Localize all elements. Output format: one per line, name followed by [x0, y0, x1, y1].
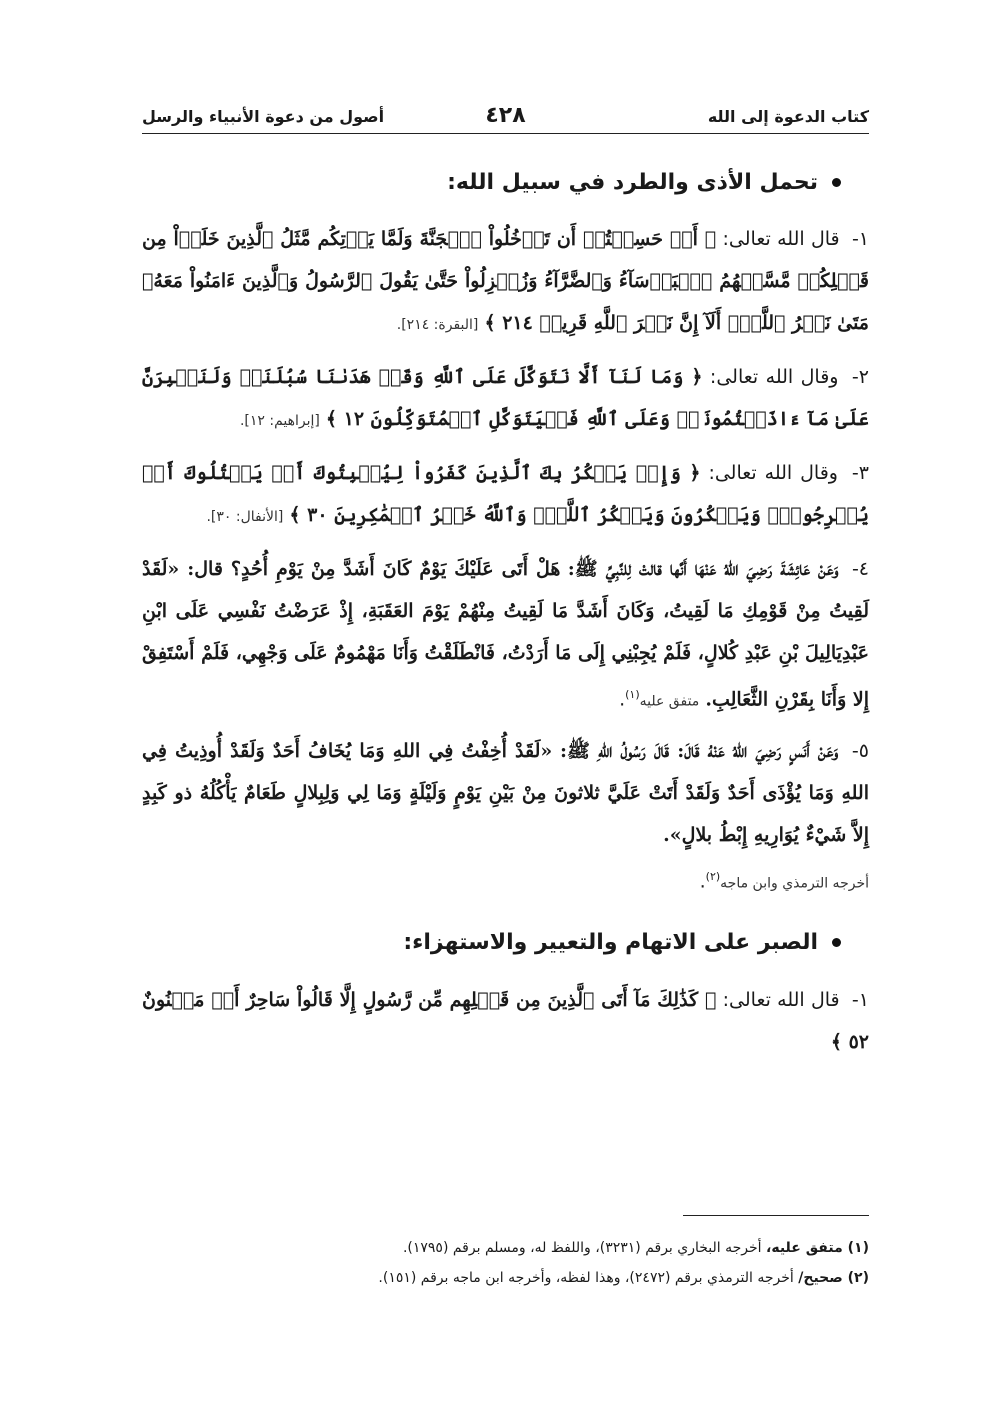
page-number: ٤٢٨ [485, 103, 526, 128]
page-header [142, 96, 869, 130]
verse-reference: [الأنفال: ٣٠]. [206, 509, 284, 525]
footnotes [142, 1233, 869, 1293]
footnote-marker[interactable]: (٢) [705, 870, 721, 884]
bullet-icon [832, 938, 841, 947]
quran-verse: ﴿ وَمَا لَنَآ أَلَّا نَتَوَكَّلَ عَلَى ٱللَّهِ وَقَدۡ هَدَىٰنَا سُبُلَنَاۚ وَلَنَصۡبِرَنَّ عَلَىٰ مَآ ءَاذَيۡتُمُونَاۚ وَعَلَى ٱللَّهِ فَلۡيَتَوَكَّلِ ٱلۡمُتَوَكِّلُونَ ١٢ ﴾ [142, 366, 869, 430]
section-heading-1: تحمل الأذى والطرد في سبيل الله: [142, 160, 841, 204]
chapter-title: أصول من دعوة الأنبياء والرسل [142, 107, 385, 126]
footnote-divider [683, 1215, 869, 1216]
list-item: ٤- وَعَنْ عَائِشَةَ رَضِيَ اللهُ عَنْهَا أَنَّها قالتْ لِلنَّبِيِّ ﷺ: هَلْ أَتَى عَلَيْكَ يَوْمٌ كَانَ أَشَدَّ مِنْ يَوْمِ أُحُدٍ؟ قال: «لَقَدْ لَقِيتُ مِنْ قَوْمِكِ مَا لَقِيتُ، وَكَانَ أَشَدَّ مَا لَقِيتُ مِنْهُمْ يَوْمَ العَقَبَةِ، إِذْ عَرَضْتُ نَفْسِي عَلَى ابْنِ عَبْدِيَالِيلَ بْنِ عَبْدِ كُلالٍ، فَلَمْ يُجِبْنِي إِلَى مَا أَرَدْتُ، فَانْطَلَقْتُ وَأَنَا مَهْمُومٌ عَلَى وَجْهِي، فَلَمْ أَسْتَفِقْ إِلا وَأَنَا بِقَرْنِ الثَّعَالِبِ. متفق عليه$^{(١)}$. [142, 558, 870, 711]
list-item: ٥- وَعَنْ أَنَسٍ رَضِيَ اللهُ عَنْهُ قَالَ: قَالَ رَسُولُ اللهِ ﷺ: «لَقَدْ أُخِفْتُ فِي اللهِ وَمَا يُخَافُ أَحَدٌ وَلَقَدْ أُوذِيتُ فِي اللهِ وَمَا يُؤْذَى أَحَدٌ وَلَقَدْ أَتَتْ عَلَيَّ ثلاثونَ مِنْ بَيْنِ يَوْمٍ وَلَيْلَةٍ وَمَا لِي وَلِبِلالٍ طَعَامٌ يَأْكُلُهُ ذو كَبِدٍ إِلاَّ شَيْءٌ يُوَارِيهِ إِبْطُ بلالٍ». أخرجه الترمذي وابن ماجه$^{(٢)}$. [142, 740, 869, 893]
list-item: ١- قال الله تعالى: ﴿ كَذَٰلِكَ مَآ أَتَى ٱلَّذِينَ مِن قَبۡلِهِم مِّن رَّسُولٍ إِلَّا قَالُواْ سَاحِرٌ أَوۡ مَجۡنُونٌ ٥٢ ﴾ [142, 988, 869, 1053]
footnote-marker[interactable]: (١) [625, 688, 640, 701]
verse-reference: [البقرة: ٢١٤]. [396, 317, 479, 333]
hadith-text: هَلْ أَتَى عَلَيْكَ يَوْمٌ كَانَ أَشَدَّ مِنْ يَوْمِ أُحُدٍ؟ قال: «لَقَدْ لَقِيتُ مِنْ قَوْمِكِ مَا لَقِيتُ، وَكَانَ أَشَدَّ مَا لَقِيتُ مِنْهُمْ يَوْمَ العَقَبَةِ، إِذْ عَرَضْتُ نَفْسِي عَلَى ابْنِ عَبْدِيَالِيلَ بْنِ عَبْدِ كُلالٍ، فَلَمْ يُجِبْنِي إِلَى مَا أَرَدْتُ، فَانْطَلَقْتُ وَأَنَا مَهْمُومٌ عَلَى وَجْهِي، فَلَمْ أَسْتَفِقْ إِلا وَأَنَا بِقَرْنِ الثَّعَالِبِ. [142, 558, 869, 711]
hadith-text: «لَقَدْ أُخِفْتُ فِي اللهِ وَمَا يُخَافُ أَحَدٌ وَلَقَدْ أُوذِيتُ فِي اللهِ وَمَا يُؤْذَى أَحَدٌ وَلَقَدْ أَتَتْ عَلَيَّ ثلاثونَ مِنْ بَيْنِ يَوْمٍ وَلَيْلَةٍ وَمَا لِي وَلِبِلالٍ طَعَامٌ يَأْكُلُهُ ذو كَبِدٍ إِلاَّ شَيْءٌ يُوَارِيهِ إِبْطُ بلالٍ». [142, 740, 869, 847]
list-item: ١- قال الله تعالى: ﴿ أَمۡ حَسِبۡتُمۡ أَن تَدۡخُلُواْ ٱلۡجَنَّةَ وَلَمَّا يَأۡتِكُم مَّثَلُ ٱلَّذِينَ خَلَوۡاْ مِن قَبۡلِكُمۖ مَّسَّتۡهُمُ ٱلۡبَأۡسَآءُ وَٱلضَّرَّآءُ وَزُلۡزِلُواْ حَتَّىٰ يَقُولَ ٱلرَّسُولُ وَٱلَّذِينَ ءَامَنُواْ مَعَهُۥ مَتَىٰ نَصۡرُ ٱللَّهِۗ أَلَآ إِنَّ نَصۡرَ ٱللَّهِ قَرِيبٞ ٢١٤ ﴾ [البقرة: ٢١٤]. [142, 228, 870, 334]
section-heading-2: الصبر على الاتهام والتعيير والاستهزاء: [142, 921, 841, 965]
hadith-source: أخرجه الترمذي وابن ماجه [720, 875, 869, 892]
hadith-source: متفق عليه [639, 693, 700, 710]
footnote-1: (١) متفق عليه، أخرجه البخاري برقم (٣٢٣١)، واللفظ له، ومسلم برقم (١٧٩٥). [402, 1240, 869, 1256]
page-body [142, 160, 869, 1073]
quran-verse: ﴿ أَمۡ حَسِبۡتُمۡ أَن تَدۡخُلُواْ ٱلۡجَنَّةَ وَلَمَّا يَأۡتِكُم مَّثَلُ ٱلَّذِينَ خَلَوۡاْ مِن قَبۡلِكُمۖ مَّسَّتۡهُمُ ٱلۡبَأۡسَآءُ وَٱلضَّرَّآءُ وَزُلۡزِلُواْ حَتَّىٰ يَقُولَ ٱلرَّسُولُ وَٱلَّذِينَ ءَامَنُواْ مَعَهُۥ مَتَىٰ نَصۡرُ ٱللَّهِۗ أَلَآ إِنَّ نَصۡرَ ٱللَّهِ قَرِيبٞ ٢١٤ ﴾ [142, 228, 869, 334]
verse-reference: [إبراهيم: ١٢]. [239, 413, 320, 429]
quran-verse: ﴿ كَذَٰلِكَ مَآ أَتَى ٱلَّذِينَ مِن قَبۡلِهِم مِّن رَّسُولٍ إِلَّا قَالُواْ سَاحِرٌ أَوۡ مَجۡنُونٌ ٥٢ ﴾ [142, 988, 869, 1053]
header-divider [142, 133, 869, 134]
list-item: ٢- وقال الله تعالى: ﴿ وَمَا لَنَآ أَلَّا نَتَوَكَّلَ عَلَى ٱللَّهِ وَقَدۡ هَدَىٰنَا سُبُلَنَاۚ وَلَنَصۡبِرَنَّ عَلَىٰ مَآ ءَاذَيۡتُمُونَاۚ وَعَلَى ٱللَّهِ فَلۡيَتَوَكَّلِ ٱلۡمُتَوَكِّلُونَ ١٢ ﴾ [إبراهيم: ١٢]. [142, 366, 869, 430]
quran-verse: ﴿ وَإِذۡ يَمۡكُرُ بِكَ ٱلَّذِينَ كَفَرُواْ لِيُثۡبِتُوكَ أَوۡ يَقۡتُلُوكَ أَوۡ يُخۡرِجُوكَۚ وَيَمۡكُرُونَ وَيَمۡكُرُ ٱللَّهُۖ وَٱللَّهُ خَيۡرُ ٱلۡمَٰكِرِينَ ٣٠ ﴾ [142, 462, 869, 526]
bullet-icon [832, 178, 841, 187]
list-item: ٣- وقال الله تعالى: ﴿ وَإِذۡ يَمۡكُرُ بِكَ ٱلَّذِينَ كَفَرُواْ لِيُثۡبِتُوكَ أَوۡ يَقۡتُلُوكَ أَوۡ يُخۡرِجُوكَۚ وَيَمۡكُرُونَ وَيَمۡكُرُ ٱللَّهُۖ وَٱللَّهُ خَيۡرُ ٱلۡمَٰكِرِينَ ٣٠ ﴾ [الأنفال: ٣٠]. [142, 462, 869, 526]
book-title: كتاب الدعوة إلى الله [707, 107, 869, 126]
footnote-2: (٢) صحيح/ أخرجه الترمذي برقم (٢٤٧٢)، وهذا لفظه، وأخرجه ابن ماجه برقم (١٥١). [378, 1270, 869, 1286]
